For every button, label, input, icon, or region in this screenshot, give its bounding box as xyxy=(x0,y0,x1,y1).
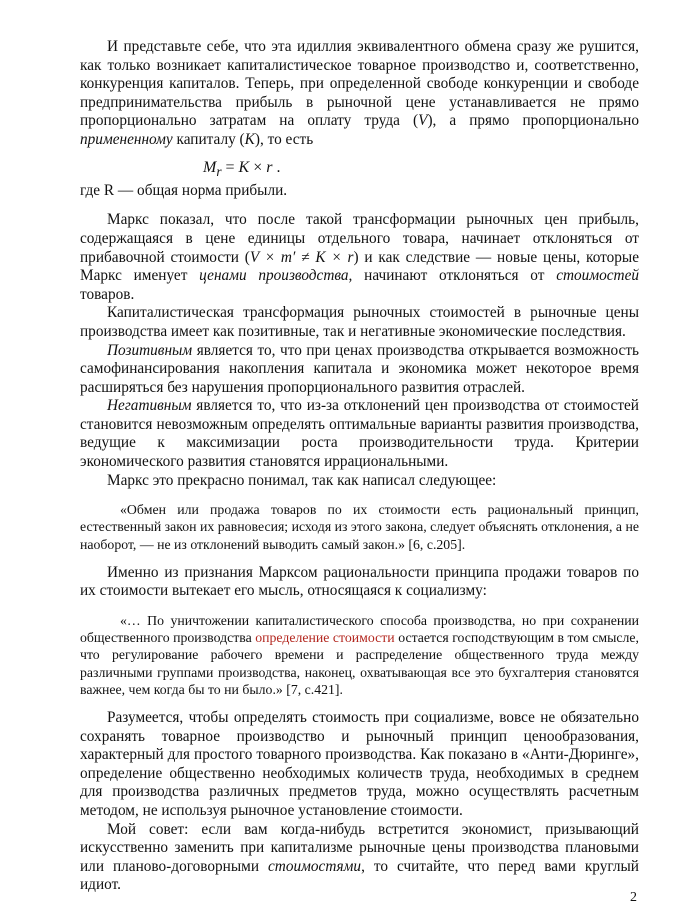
inline-formula: V × m′ ≠ K × r xyxy=(249,248,354,266)
paragraph-text: начинают отклоняться от xyxy=(352,267,557,285)
paragraph-text: ) и как следствие — новые цены, которые Маркс именует xyxy=(80,248,639,285)
quote-2 xyxy=(80,612,639,698)
quote-1: «Обмен или продажа товаров по их стоимости есть рациональный принцип, естественный закон их равновесия; исходя из этого закона, следует объяснять отклонения, а не наоборот, — не из отклонений выводить самый закон.» [6, с.205]. xyxy=(80,502,639,552)
paragraph-text: капиталу ( xyxy=(172,130,245,148)
page-body xyxy=(80,38,639,895)
paragraph-text: ), а прямо пропорционально xyxy=(427,112,640,130)
paragraph-text: , то считайте, что перед вами круглый идиот. xyxy=(80,857,639,894)
page-number: 2 xyxy=(630,890,637,905)
paragraph-1 xyxy=(80,38,639,150)
formula-k: K xyxy=(238,158,250,176)
paragraph-2 xyxy=(80,211,639,304)
symbol-k: K xyxy=(244,130,255,148)
paragraph-8: Разумеется, чтобы определять стоимость при социализме, вовсе не обязательно сохранять товарное производство и рыночный принцип ценообразования, характерный для простого товарного производства. Как показано в «Анти-Дюринге», определение общественно необходимых количеств труда, необходимых в среднем для производства различных предметов труда, можно осуществлять расчетным методом, не используя рыночное установление стоимости. xyxy=(80,709,639,820)
emphasis-text: ценами производства, xyxy=(199,267,353,285)
paragraph-text: Мой совет: если вам когда-нибудь встретится экономист, призывающий искусственно заменить при капитализме рыночные цены производства плановыми или планово-договорными xyxy=(80,820,639,875)
paragraph-7: Именно из признания Марксом рациональности принципа продажи товаров по их стоимости вытекает его мысль, относящаяся к социализму: xyxy=(80,563,639,600)
paragraph-text: И представьте себе, что эта идиллия эквивалентного обмена сразу же рушится, как только возникает капиталистическое товарное производство и, соответственно, конкуренция капиталов. Теперь, при определенной свободе конкуренции и свободе предпринимательства прибыль в рыночной цене устанавливается не прямо пропорционально затратам на оплату труда ( xyxy=(80,38,639,130)
paragraph-text: является то, что из-за отклонений цен производства от стоимостей становится невозможным определять оптимальные варианты развития производства, ведущие к максимизации роста производительности труда. Критерии экономического развития становятся иррациональными. xyxy=(80,397,639,471)
emphasis-text: примененному xyxy=(80,130,173,148)
paragraph-text: является то, что при ценах производства открывается возможность самофинансирования накопления капитала и экономика может некоторое время расширяться без нарушения пропорционального развития отраслей. xyxy=(80,341,639,396)
formula-end: . xyxy=(272,158,281,176)
highlighted-text: определение стоимости xyxy=(255,630,395,646)
paragraph-text: товаров. xyxy=(80,285,135,303)
quote-text: «… По уничтожении капиталистического способа производства, но при сохранении общественного производства xyxy=(80,613,639,646)
emphasis-text: Негативным xyxy=(107,397,192,415)
formula-lhs: M xyxy=(203,158,217,176)
paragraph-3: Капиталистическая трансформация рыночных стоимостей в рыночные цены производства имеет как позитивные, так и негативные экономические последствия. xyxy=(80,304,639,340)
paragraph-9 xyxy=(80,821,639,895)
formula-times: × xyxy=(249,158,267,176)
emphasis-text: Позитивным xyxy=(107,341,193,359)
paragraph-6: Маркс это прекрасно понимал, так как написал следующее: xyxy=(107,471,497,489)
paragraph-5 xyxy=(80,397,639,471)
formula-sub: r xyxy=(216,163,222,179)
paragraph-4 xyxy=(80,342,639,398)
formula-explanation: где R — общая норма прибыли. xyxy=(80,181,288,199)
symbol-v: V xyxy=(418,112,428,130)
formula-eq: = xyxy=(221,158,239,176)
emphasis-text: стоимостями xyxy=(267,857,362,875)
paragraph-text: Маркс показал, что после такой трансформации рыночных цен прибыль, содержащаяся в цене единицы отдельного товара, начинает отклоняться от прибавочной стоимости ( xyxy=(80,211,639,266)
quote-text: остается господствующим в том смысле, что регулирование рабочего времени и распределение общественного труда между различными группами производства, наконец, охватывающая все это бухгалтерия становятся важнее, чем когда бы то ни было.» [7, с.421]. xyxy=(80,630,639,697)
formula xyxy=(203,158,639,182)
formula-r: r xyxy=(266,158,273,176)
emphasis-text: стоимостей xyxy=(556,267,640,285)
paragraph-text: ), то есть xyxy=(254,130,314,148)
